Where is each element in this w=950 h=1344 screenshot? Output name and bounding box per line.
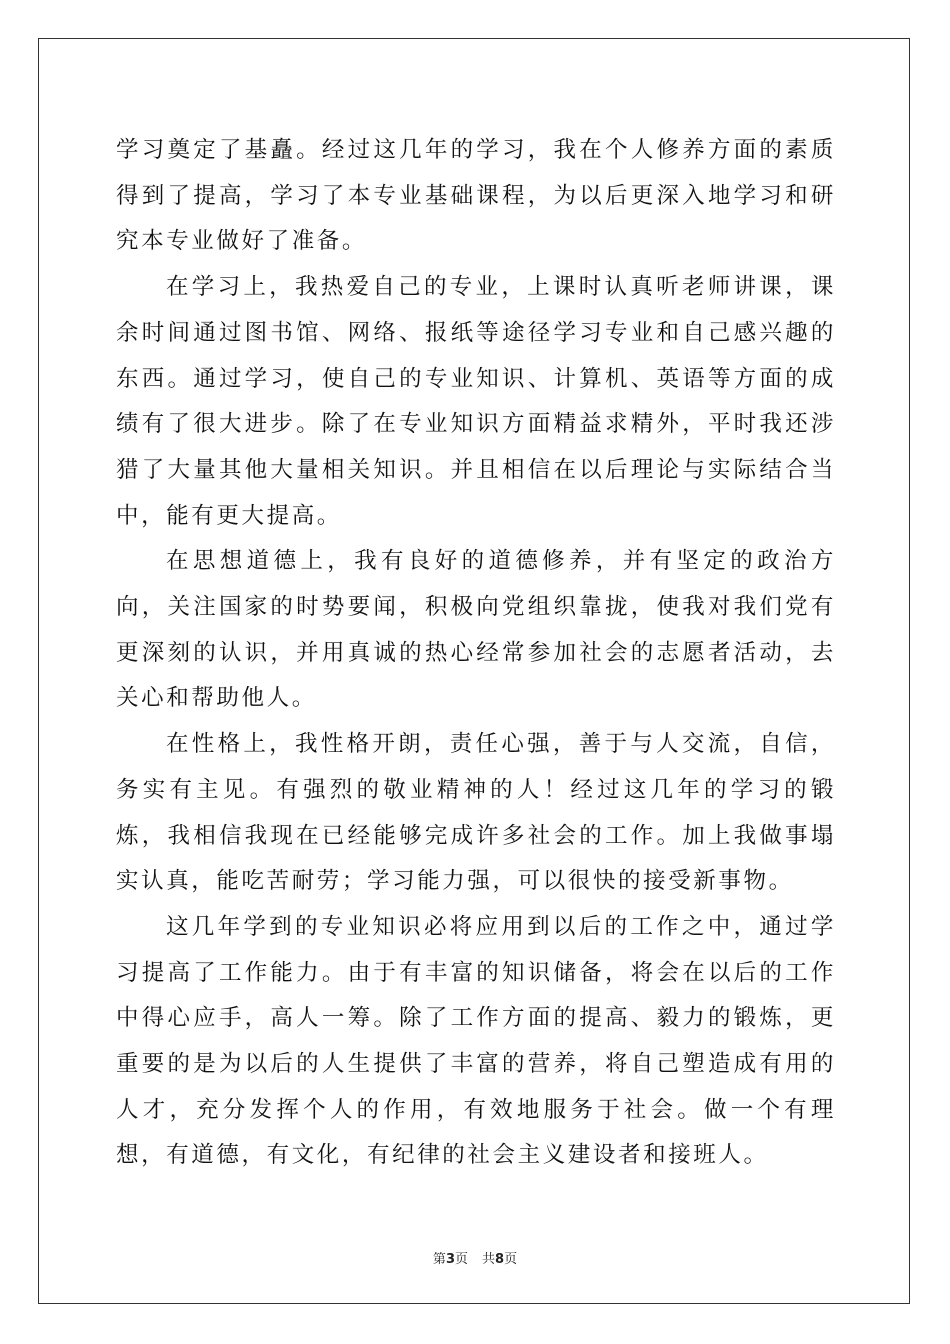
page-number: 3 (445, 1252, 455, 1267)
total-pages: 8 (495, 1252, 505, 1267)
page-suffix: 页 (454, 1252, 468, 1267)
paragraph-study: 在学习上，我热爱自己的专业，上课时认真听老师讲课，课余时间通过图书馆、网络、报纸等途径学习专业和自己感兴趣的东西。通过学习，使自己的专业知识、计算机、英语等方面的成绩有了很大进步。除了在专业知识方面精益求精外，平时我还涉猎了大量其他大量相关知识。并且相信在以后理论与实际结合当中，能有更大提高。 (116, 274, 836, 529)
page-footer (0, 1248, 950, 1267)
paragraph-conclusion: 这几年学到的专业知识必将应用到以后的工作之中，通过学习提高了工作能力。由于有丰富的知识储备，将会在以后的工作中得心应手，高人一筹。除了工作方面的提高、毅力的锻炼，更重要的是为以后的人生提供了丰富的营养，将自己塑造成有用的人才，充分发挥个人的作用，有效地服务于社会。做一个有理想，有道德，有文化，有纪律的社会主义建设者和接班人。 (116, 913, 836, 1169)
paragraph-continuation: 学习奠定了基矗。经过这几年的学习，我在个人修养方面的素质得到了提高，学习了本专业基础课程，为以后更深入地学习和研究本专业做好了准备。 (116, 137, 836, 255)
total-prefix: 共 (482, 1252, 496, 1267)
paragraph-personality: 在性格上，我性格开朗，责任心强，善于与人交流，自信，务实有主见。有强烈的敬业精神的人！经过这几年的学习的锻炼，我相信我现在已经能够完成许多社会的工作。加上我做事塌实认真，能吃苦耐劳；学习能力强，可以很快的接受新事物。 (116, 731, 836, 895)
paragraph-morality: 在思想道德上，我有良好的道德修养，并有坚定的政治方向，关注国家的时势要闻，积极向党组织靠拢，使我对我们党有更深刻的认识，并用真诚的热心经常参加社会的志愿者活动，去关心和帮助他人。 (116, 548, 836, 712)
document-body (116, 128, 836, 1179)
total-suffix: 页 (504, 1252, 518, 1267)
page-prefix: 第 (432, 1252, 446, 1267)
